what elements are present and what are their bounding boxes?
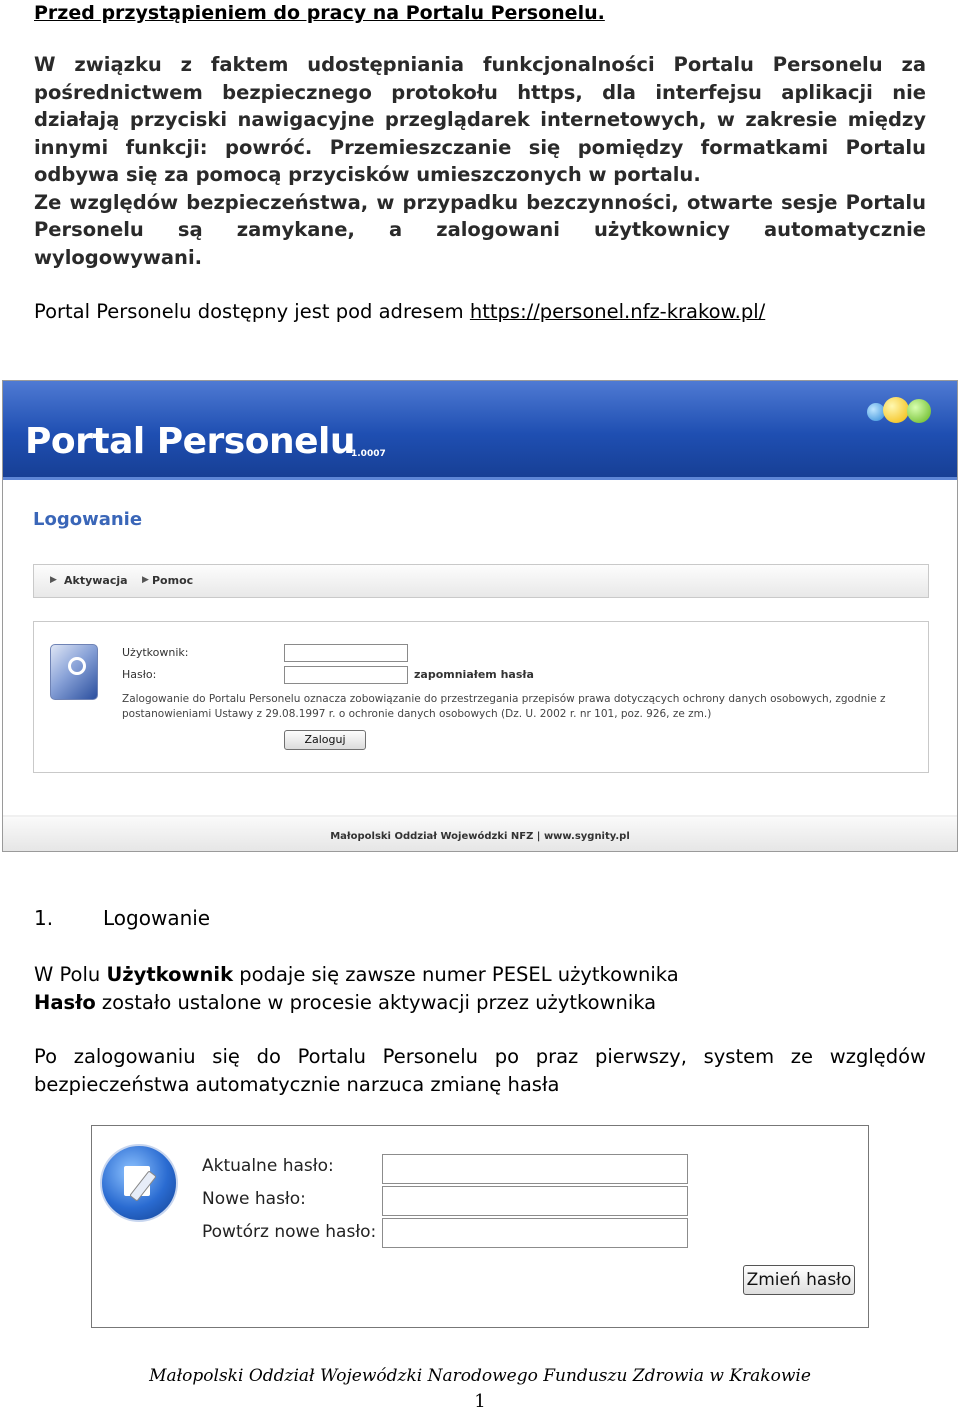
footer-organization: Małopolski Oddział Wojewódzki Narodowego Funduszu Zdrowia w Krakowie (149, 1366, 811, 1386)
text-bold-password: Hasło (34, 990, 96, 1014)
intro-paragraph-https: W związku z faktem udostępniania funkcjonalności Portalu Personelu za pośrednictwem bezpiecznego protokołu https, dla interfejsu aplikacji nie działają przyciski nawigacyjne przeglądarek internetowych, w zakresie między innymi funkcji: powróć. Przemieszczanie się pomiędzy formatkami Portalu odbywa się za pomocą przycisków umieszczonych w portalu. (34, 53, 926, 186)
banner-title: Portal Personelu (25, 421, 355, 462)
forgot-password-link[interactable]: zapomniałem hasła (414, 668, 534, 681)
key-icon (50, 644, 98, 700)
current-password-input[interactable] (382, 1154, 688, 1184)
edit-document-icon (100, 1144, 178, 1222)
login-section-title: Logowanie (33, 509, 143, 530)
new-password-input[interactable] (382, 1186, 688, 1216)
nav-activation-link[interactable]: Aktywacja (64, 574, 128, 587)
login-form (33, 621, 929, 773)
text-fragment: W Polu (34, 963, 107, 986)
page-heading: Przed przystąpieniem do pracy na Portalu Personelu. (34, 2, 605, 24)
repeat-password-label: Powtórz nowe hasło: (202, 1222, 377, 1242)
user-label: Użytkownik: (122, 646, 189, 659)
section-heading (34, 906, 210, 930)
password-label: Hasło: (122, 668, 157, 681)
login-info (34, 961, 926, 1016)
nav-help-link[interactable]: Pomoc (152, 574, 194, 587)
text-fragment: zostało ustalone w procesie aktywacji przez użytkownika (95, 990, 657, 1014)
login-info-line-user (34, 961, 926, 989)
repeat-password-input[interactable] (382, 1218, 688, 1248)
text-bold-user: Użytkownik (106, 963, 234, 986)
current-password-label: Aktualne hasło: (202, 1156, 334, 1176)
section-number: 1. (34, 906, 54, 930)
password-input[interactable] (284, 666, 408, 684)
login-navbar (33, 564, 929, 598)
login-footer (3, 817, 957, 851)
login-footer-text: Małopolski Oddział Wojewódzki NFZ | www.sygnity.pl (330, 831, 630, 842)
intro-text (34, 51, 926, 271)
login-info-line-password (34, 989, 926, 1017)
section-title: Logowanie (103, 906, 211, 930)
change-password-screenshot (91, 1125, 869, 1328)
portal-banner (3, 381, 958, 480)
logo-balls-icon (867, 395, 937, 435)
portal-address-link[interactable]: https://personel.nfz-krakow.pl/ (469, 300, 766, 323)
login-button[interactable]: Zaloguj (284, 730, 366, 750)
user-input[interactable] (284, 644, 408, 662)
terms-text: Zalogowanie do Portalu Personelu oznacza zobowiązanie do przestrzegania przepisów prawa dotyczących ochrony danych osobowych, zgodnie z postanowieniami Ustawy z 29.08.1997 r. o ochronie danych osobowych (Dz. U. 2002 r. nr 101, poz. 926, ze zm.) (122, 693, 886, 720)
portal-address (34, 298, 926, 326)
login-screenshot (2, 380, 958, 852)
text-fragment: podaje się zawsze numer PESEL użytkownika (233, 963, 679, 986)
change-password-button[interactable]: Zmień hasło (743, 1265, 855, 1295)
page-number: 1 (474, 1391, 486, 1412)
intro-paragraph-session: Ze względów bezpieczeństwa, w przypadku bezczynności, otwarte sesje Portalu Personelu są zamykane, a zalogowani użytkownicy automatycznie wylogowywani. (34, 190, 926, 269)
password-change-info: Po zalogowaniu się do Portalu Personelu po praz pierwszy, system ze względów bezpieczeństwa automatycznie narzuca zmianę hasła (34, 1045, 926, 1096)
address-prefix: Portal Personelu dostępny jest pod adresem (34, 300, 470, 323)
arrow-right-icon: ▶ (50, 575, 57, 585)
new-password-label: Nowe hasło: (202, 1189, 306, 1209)
arrow-right-icon: ▶ (142, 575, 149, 585)
banner-version: 1.0007 (351, 449, 386, 459)
